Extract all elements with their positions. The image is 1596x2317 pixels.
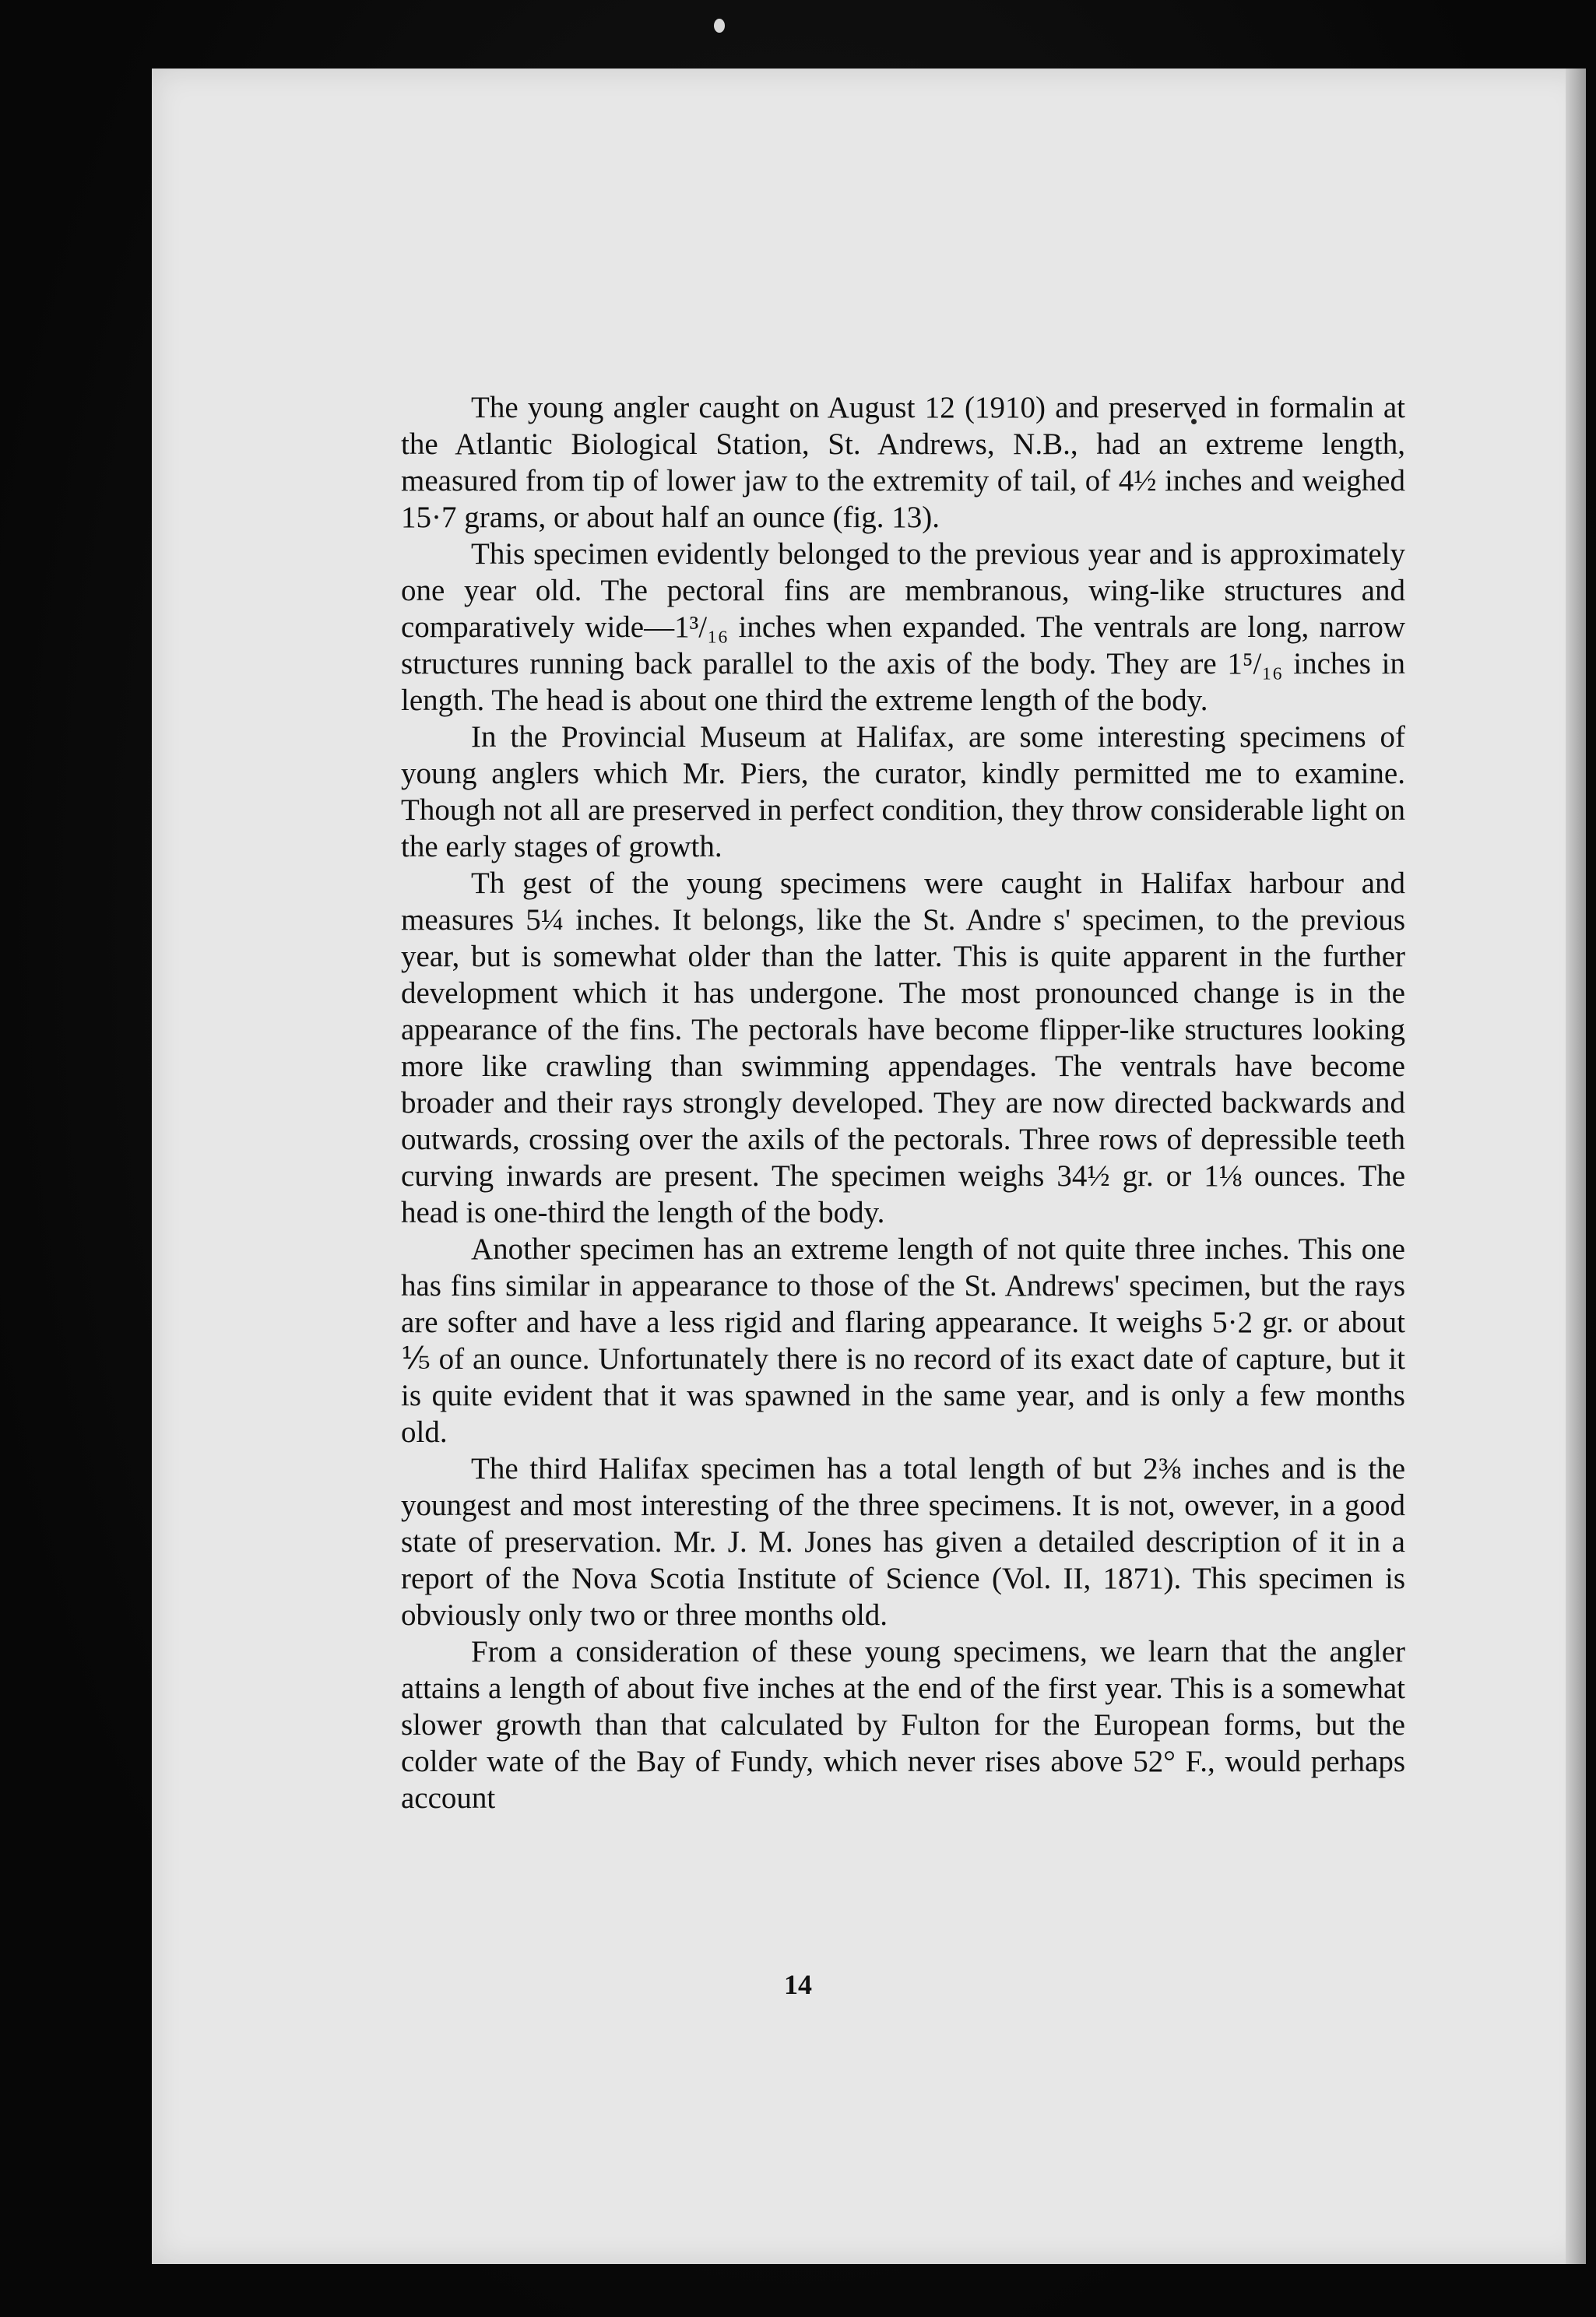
dust-speck [714, 19, 725, 33]
paragraph: Th gest of the young specimens were caught in Halifax harbour and measures 5¼ inches. It belongs, like the St. Andre s' specimen, to the previous year, but is somewhat older than the latter. This is quite apparent in the further development which it has undergone. The most pronounced change is in the appearance of the fins. The pectorals have become flipper-like structures looking more like crawling than swimming appendages. The ventrals have become broader and their rays strongly developed. They are now directed backwards and outwards, crossing over the axils of the pectorals. Three rows of depressible teeth curving inwards are present. The specimen weighs 34½ gr. or 1⅛ ounces. The head is one-third the length of the body. [401, 867, 1405, 1229]
paragraph: In the Provincial Museum at Halifax, are some interesting specimens of young anglers which Mr. Piers, the curator, kindly permitted me to examine. Though not all are preserved in perfect condition, they throw considerable light on the early stages of growth. [401, 720, 1405, 863]
paragraph: Another specimen has an extreme length of not quite three inches. This one has fins similar in appearance to those of the St. Andrews' specimen, but the rays are softer and have a less rigid and flaring appearance. It weighs 5·2 gr. or about ⅕ of an ounce. Unfortunately there is no record of its exact date of capture, but it is quite evident that it was spawned in the same year, and is only a few months old. [401, 1232, 1405, 1449]
body-text [401, 389, 1405, 1816]
paragraph: The third Halifax specimen has a total length of but 2⅜ inches and is the youngest and most interesting of the three specimens. It is not, owever, in a good state of preservation. Mr. J. M. Jones has given a detailed description of it in a report of the Nova Scotia Institute of Science (Vol. II, 1871). This specimen is obviously only two or three months old. [401, 1452, 1405, 1632]
page-edge-shadow [1566, 69, 1586, 2264]
paragraph: The young angler caught on August 12 (1910) and preserved in formalin at the Atlantic Biological Station, St. Andrews, N.B., had an extreme length, measured from tip of lower jaw to the extremity of tail, of 4½ inches and weighed 15·7 grams, or about half an ounce (fig. 13). [401, 391, 1405, 534]
paragraph: This specimen evidently belonged to the previous year and is approximately one year old. The pectoral fins are membranous, wing-like structures and comparatively wide—1³/₁₆ inches when expanded. The ventrals are long, narrow structures running back parallel to the axis of the body. They are 1⁵/₁₆ inches in length. The head is about one third the extreme length of the body. [401, 537, 1405, 717]
page-number: 14 [784, 1969, 812, 2000]
paragraph: From a consideration of these young specimens, we learn that the angler attains a length of about five inches at the end of the first year. This is a somewhat slower growth than that calculated by Fulton for the European forms, but the colder wate of the Bay of Fundy, which never rises above 52° F., would perhaps account [401, 1635, 1405, 1815]
